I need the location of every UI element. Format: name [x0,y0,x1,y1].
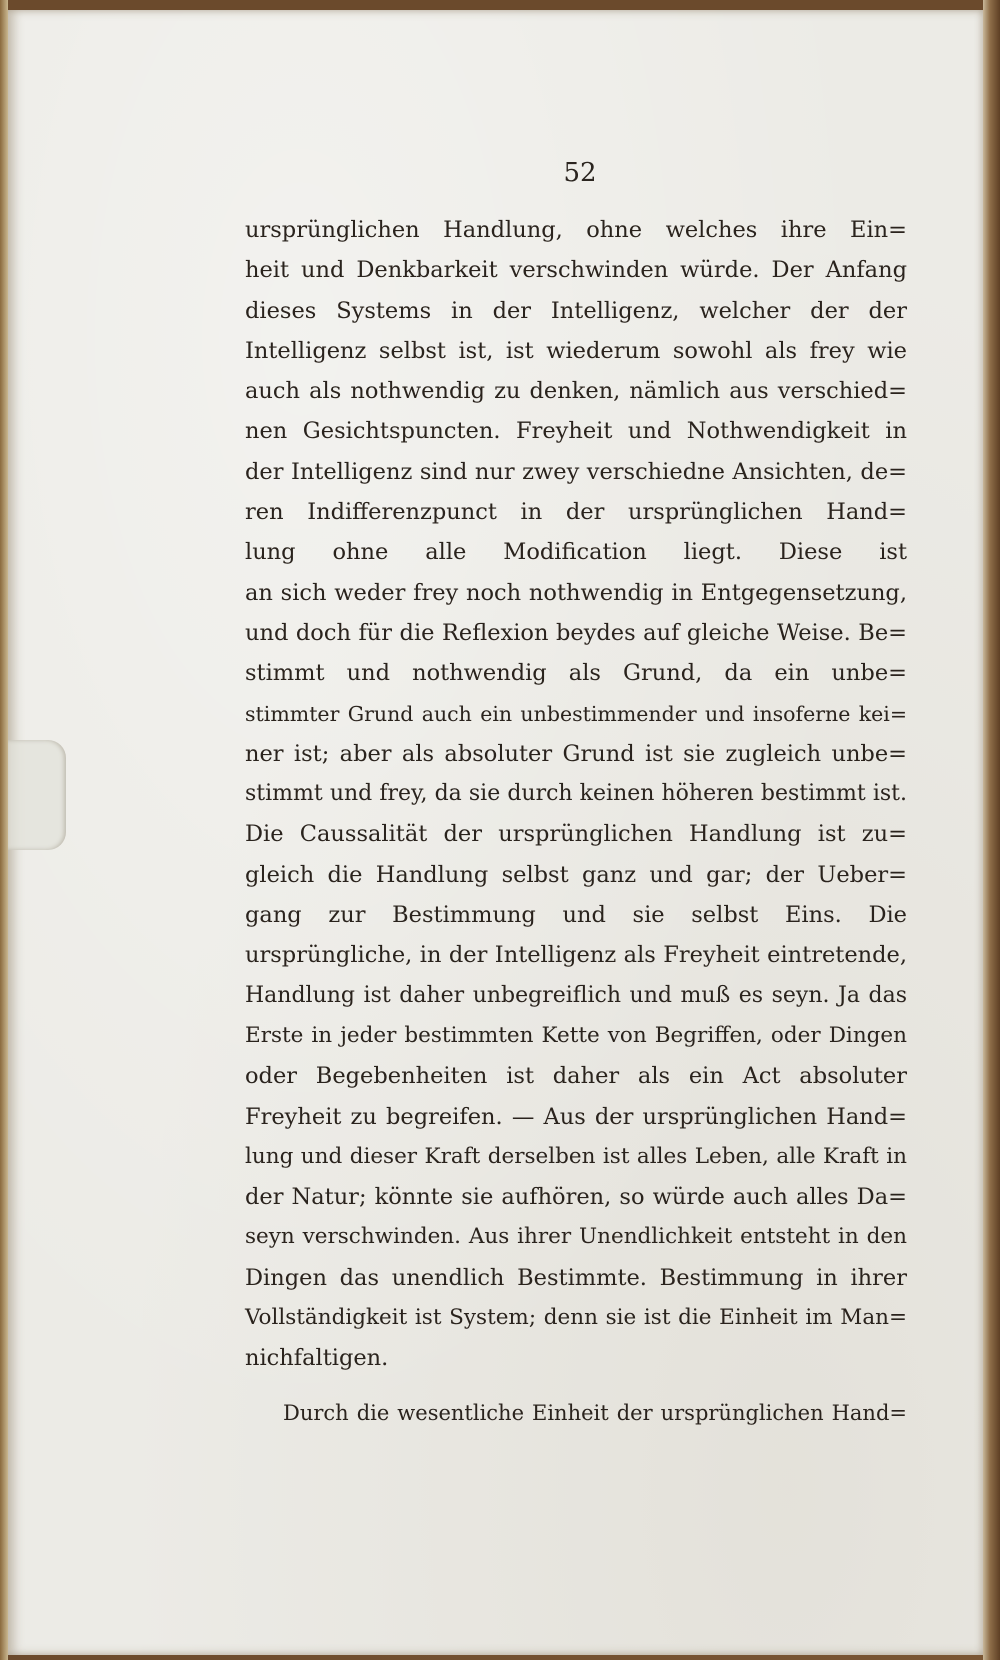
text-line: nen Gesichtspuncten. Freyheit und Nothwendigkeit in [245,418,907,445]
text-line: der Intelligenz sind nur zwey verschiedne Ansichten, de= [245,458,907,485]
text-line: ursprünglichen Handlung, ohne welches ihre Ein= [245,217,907,243]
book-edge-top [0,0,1000,10]
text-line: heit und Denkbarkeit verschwinden würde. Der Anfang [245,257,907,284]
text-line: Dingen das unendlich Bestimmte. Bestimmung in ihrer [245,1264,907,1291]
text-line: oder Begebenheiten ist daher als ein Act absoluter [245,1063,907,1090]
text-line: lung und dieser Kraft derselben ist alles Leben, alle Kraft in [245,1143,907,1169]
text-line: auch als nothwendig zu denken, nämlich aus verschied= [245,378,907,405]
text-line: an sich weder frey noch nothwendig in Entgegensetzung, [245,579,907,606]
new-paragraph-line: Durch die wesentliche Einheit der ursprünglichen Hand= [283,1400,907,1425]
text-line: gang zur Bestimmung und sie selbst Eins. Die [245,902,907,929]
book-gutter-edge [0,0,8,1660]
paragraph-gap [245,1379,907,1393]
text-line: Intelligenz selbst ist, ist wiederum sowohl als frey wie [245,337,907,364]
text-line: ursprüngliche, in der Intelligenz als Freyheit eintretende, [245,942,907,969]
text-line: der Natur; könnte sie aufhören, so würde auch alles Da= [245,1184,907,1211]
text-line: gleich die Handlung selbst ganz und gar; der Ueber= [245,861,907,888]
text-line: lung ohne alle Modification liegt. Diese ist [245,539,907,566]
page-number: 52 [563,158,597,188]
text-line: seyn verschwinden. Aus ihrer Unendlichkeit entsteht in den [245,1224,907,1250]
paragraph-end-line: nichfaltigen. [245,1345,389,1372]
text-line: und doch für die Reflexion beydes auf gleiche Weise. Be= [245,619,907,646]
text-line: stimmter Grund auch ein unbestimmender und insoferne kei= [245,701,907,726]
text-line: Erste in jeder bestimmten Kette von Begriffen, oder Dingen [245,1022,907,1048]
text-line: Handlung ist daher unbegreiflich und muß es seyn. Ja das [245,982,907,1008]
text-line: stimmt und frey, da sie durch keinen höheren bestimmt ist. [245,781,907,807]
text-line: ner ist; aber als absoluter Grund ist sie zugleich unbe= [245,740,907,767]
text-line: Freyheit zu begreifen. — Aus der ursprünglichen Hand= [245,1103,907,1130]
page-tab-mark [8,740,66,850]
text-line: stimmt und nothwendig als Grund, da ein unbe= [245,660,907,687]
text-line: dieses Systems in der Intelligenz, welcher der der [245,297,907,324]
text-line: Vollständigkeit ist System; denn sie ist die Einheit im Man= [245,1305,907,1331]
book-edge-right [983,0,1000,1660]
text-line: ren Indifferenzpunct in der ursprünglichen Hand= [245,499,907,526]
text-line: Die Caussalität der ursprünglichen Handlung ist zu= [245,821,907,848]
body-text [245,210,907,1433]
